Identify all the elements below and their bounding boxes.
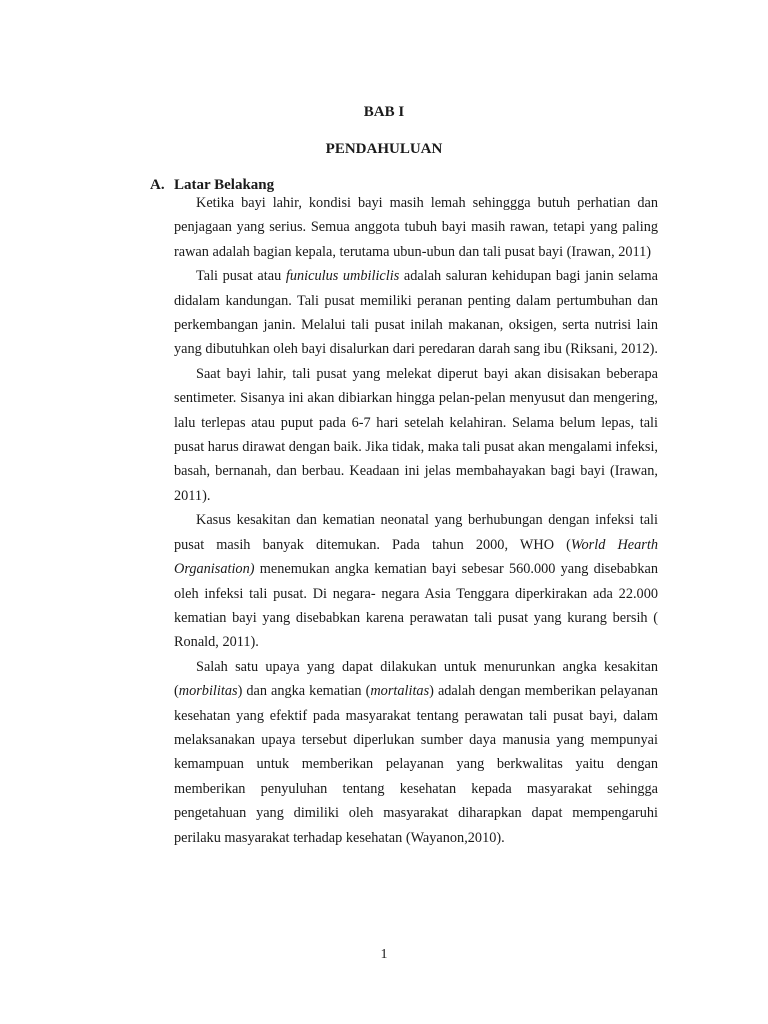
italic-term: morbilitas <box>178 683 238 700</box>
body-paragraph <box>174 191 658 264</box>
page-number: 1 <box>380 947 388 962</box>
text-run: Kasus kesakitan dan kematian neonatal yang berhubungan dengan infeksi tali pusat masih banyak ditemukan. Pada tahun 2000, WHO ( <box>174 512 658 553</box>
chapter-title: PENDAHULUAN <box>325 141 443 157</box>
text-run: ) dan angka kematian ( <box>237 683 371 700</box>
body-text <box>174 191 658 850</box>
text-run: menemukan angka kematian bayi sebesar 560.000 yang disebabkan oleh infeksi tali pusat. Di negara- negara Asia Tenggara diperkirakan ada 22.000 kematian bayi yang disebabkan karena perawatan tali pusat yang kurang bersih ( Ronald, 2011). <box>174 561 658 651</box>
text-run: ) adalah dengan memberikan pelayanan kesehatan yang efektif pada masyarakat tentang perawatan tali pusat bayi, dalam melaksanakan upaya tersebut diperlukan sumber daya manusia yang mempunyai kemampuan untuk memberikan pelayanan yang berkwalitas yaitu dengan memberikan penyuluhan tentang kesehatan kepada masyarakat sehingga pengetahuan yang dimiliki oleh masyarakat diharapkan dapat mempengaruhi perilaku masyarakat terhadap kesehatan (Wayanon,2010). <box>174 683 658 846</box>
text-run: Salah satu upaya yang dapat dilakukan untuk menurunkan angka kesakitan ( <box>174 658 658 700</box>
body-paragraph <box>174 655 658 850</box>
italic-term: funiculus umbiliclis <box>285 268 400 285</box>
chapter-number: BAB I <box>363 104 405 120</box>
section-title: Latar Belakang <box>174 177 275 193</box>
italic-term: mortalitas <box>370 683 430 700</box>
text-run: adalah saluran kehidupan bagi janin selama didalam kandungan. Tali pusat memiliki peranan penting dalam pertumbuhan dan perkembangan janin. Melalui tali pusat inilah makanan, oksigen, serta nutrisi lain yang dibutuhkan oleh bayi disalurkan dari peredaran darah sang ibu (Riksani, 2012). <box>174 268 658 358</box>
text-run: Saat bayi lahir, tali pusat yang melekat diperut bayi akan disisakan beberapa sentimeter. Sisanya ini akan dibiarkan hingga pelan-pelan menyusut dan mengering, lalu terlepas atau puput pada 6-7 hari setelah kelahiran. Selama belum lepas, tali pusat harus dirawat dengan baik. Jika tidak, maka tali pusat akan mengalami infeksi, basah, bernanah, dan berbau. Keadaan ini jelas membahayakan bagi bayi (Irawan, 2011). <box>174 365 658 504</box>
text-run: Tali pusat atau <box>196 268 286 285</box>
section-number: A. <box>150 177 165 193</box>
body-paragraph <box>174 264 658 362</box>
italic-term: World Hearth Organisation) <box>174 536 658 578</box>
text-run: Ketika bayi lahir, kondisi bayi masih lemah sehinggga butuh perhatian dan penjagaan yang serius. Semua anggota tubuh bayi masih rawan, tetapi yang paling rawan adalah bagian kepala, terutama ubun-ubun dan tali pusat bayi (Irawan, 2011) <box>174 195 658 260</box>
body-paragraph <box>174 362 658 508</box>
body-paragraph <box>174 508 658 654</box>
